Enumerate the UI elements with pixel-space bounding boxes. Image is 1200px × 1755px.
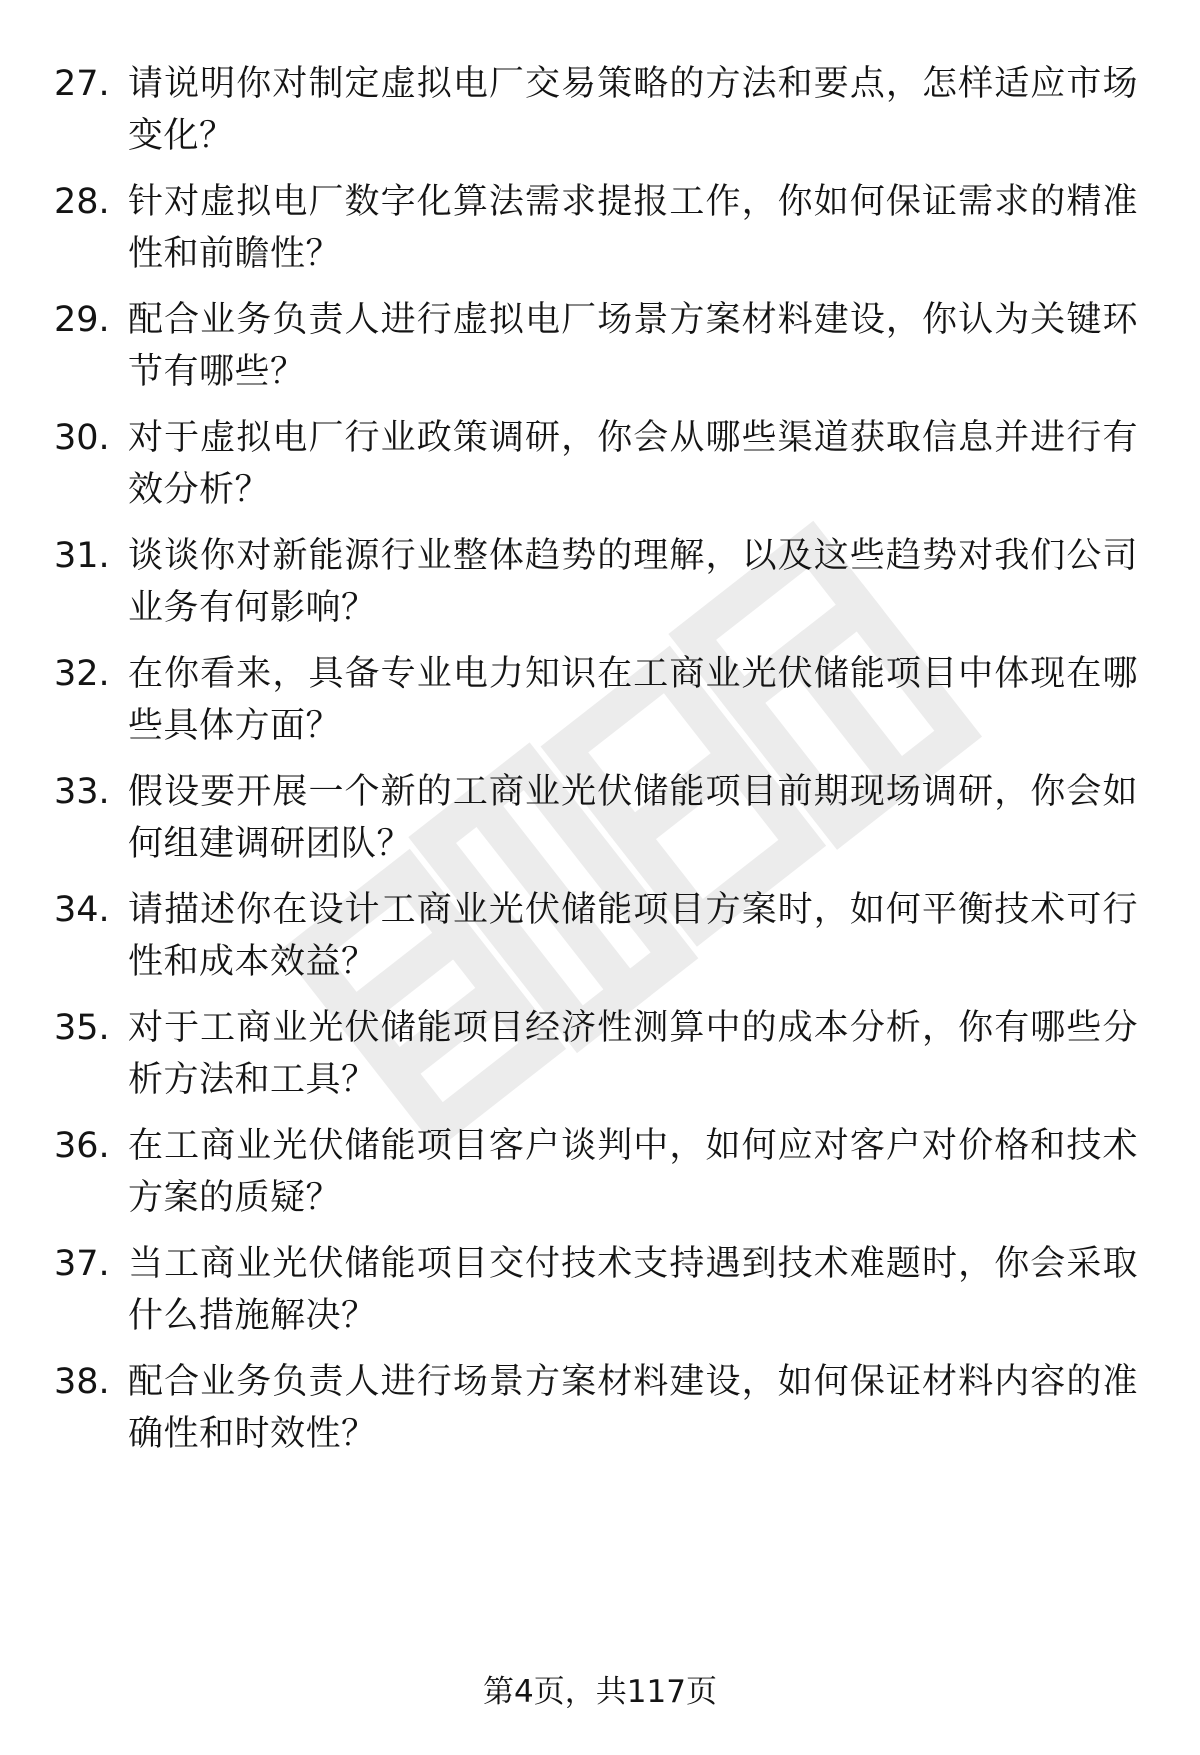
question-text: 请说明你对制定虚拟电厂交易策略的方法和要点，怎样适应市场变化？ [128, 64, 1138, 156]
question-number: 38. [54, 1362, 110, 1402]
question-item [0, 648, 1200, 758]
question-item [0, 766, 1200, 876]
question-text: 配合业务负责人进行虚拟电厂场景方案材料建设，你认为关键环节有哪些？ [128, 300, 1138, 392]
question-text: 对于虚拟电厂行业政策调研，你会从哪些渠道获取信息并进行有效分析？ [128, 418, 1138, 510]
question-text: 请描述你在设计工商业光伏储能项目方案时，如何平衡技术可行性和成本效益？ [128, 890, 1138, 982]
question-item [0, 530, 1200, 640]
question-text: 当工商业光伏储能项目交付技术支持遇到技术难题时，你会采取什么措施解决？ [128, 1244, 1138, 1336]
question-number: 34. [54, 890, 110, 930]
question-item [0, 58, 1200, 168]
question-item [0, 1238, 1200, 1348]
question-text: 配合业务负责人进行场景方案材料建设，如何保证材料内容的准确性和时效性？ [128, 1362, 1138, 1454]
question-number: 33. [54, 772, 110, 812]
question-item [0, 1356, 1200, 1466]
question-number: 36. [54, 1126, 110, 1166]
question-item [0, 412, 1200, 522]
question-item [0, 176, 1200, 286]
question-number: 31. [54, 536, 110, 576]
question-number: 32. [54, 654, 110, 694]
question-text: 对于工商业光伏储能项目经济性测算中的成本分析，你有哪些分析方法和工具？ [128, 1008, 1138, 1100]
question-item [0, 294, 1200, 404]
question-item [0, 884, 1200, 994]
question-item [0, 1120, 1200, 1230]
question-number: 27. [54, 64, 110, 104]
question-text: 针对虚拟电厂数字化算法需求提报工作，你如何保证需求的精准性和前瞻性？ [128, 182, 1138, 274]
question-number: 29. [54, 300, 110, 340]
question-text: 假设要开展一个新的工商业光伏储能项目前期现场调研，你会如何组建调研团队？ [128, 772, 1138, 864]
question-number: 35. [54, 1008, 110, 1048]
question-number: 30. [54, 418, 110, 458]
question-number: 37. [54, 1244, 110, 1284]
page-footer: 第4页，共117页 [483, 1674, 717, 1710]
question-text: 在你看来，具备专业电力知识在工商业光伏储能项目中体现在哪些具体方面？ [128, 654, 1138, 746]
question-number: 28. [54, 182, 110, 222]
question-text: 谈谈你对新能源行业整体趋势的理解，以及这些趋势对我们公司业务有何影响？ [128, 536, 1138, 628]
question-text: 在工商业光伏储能项目客户谈判中，如何应对客户对价格和技术方案的质疑？ [128, 1126, 1138, 1218]
question-item [0, 1002, 1200, 1112]
